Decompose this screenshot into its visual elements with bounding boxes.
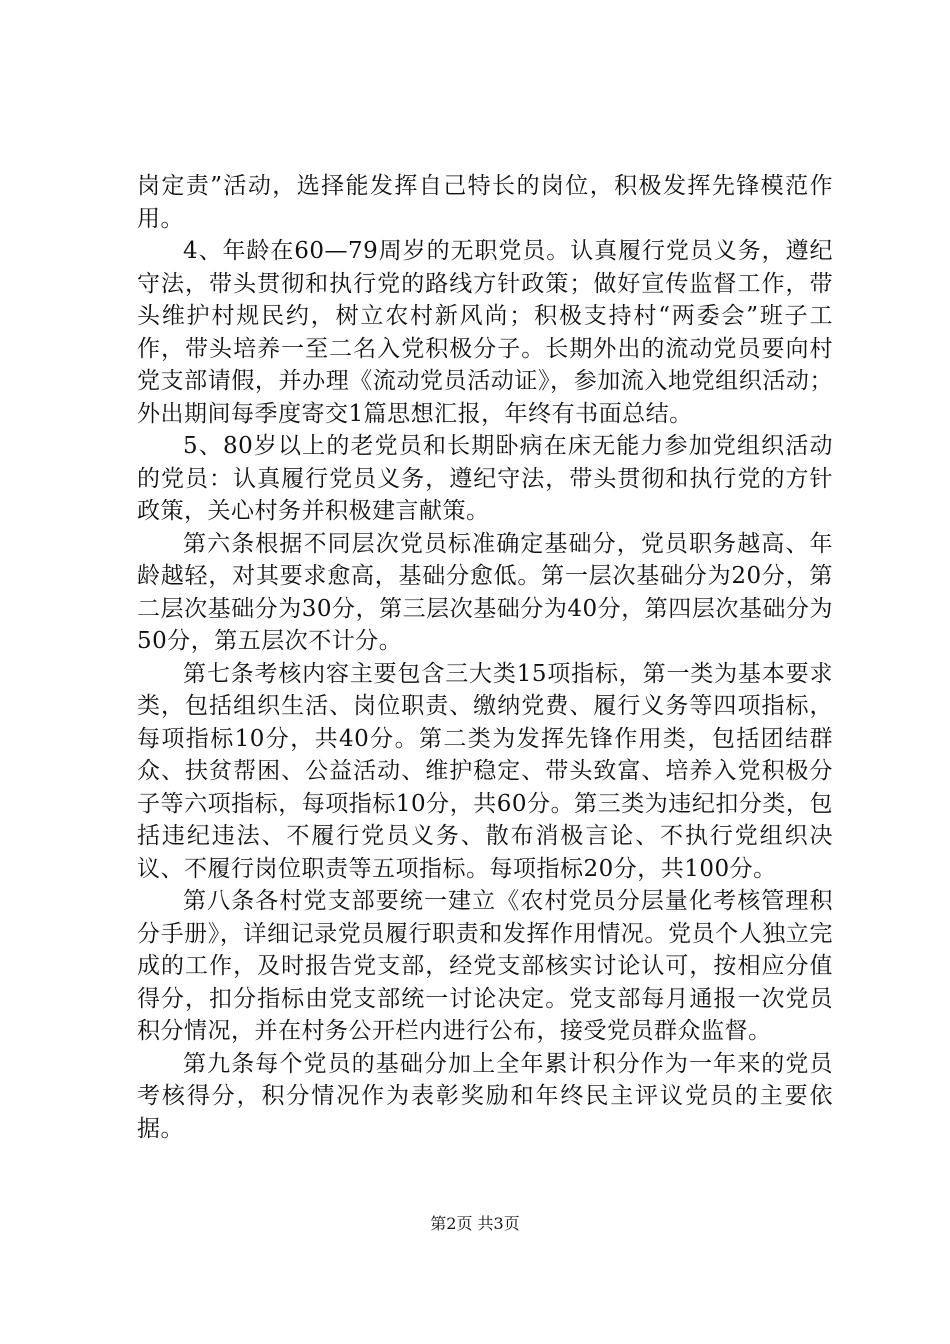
- page-number-footer: 第2页 共3页: [430, 1214, 520, 1233]
- paragraph-item-5: 5、80岁以上的老党员和长期卧病在床无能力参加党组织活动的党员：认真履行党员义务，遵纪守法，带头贯彻和执行党的方针政策，关心村务并积极建言献策。: [137, 433, 833, 524]
- paragraph-article-8: 第八条各村党支部要统一建立《农村党员分层量化考核管理积分手册》，详细记录党员履行职责和发挥作用情况。党员个人独立完成的工作，及时报告党支部，经党支部核实讨论认可，按相应分值得分，扣分指标由党支部统一讨论决定。党支部每月通报一次党员积分情况，并在村务公开栏内进行公布，接受党员群众监督。: [137, 888, 833, 1044]
- paragraph-article-7: 第七条考核内容主要包含三大类15项指标，第一类为基本要求类，包括组织生活、岗位职责、缴纳党费、履行义务等四项指标，每项指标10分，共40分。第二类为发挥先锋作用类，包括团结群众、扶贫帮困、公益活动、维护稳定、带头致富、培养入党积极分子等六项指标，每项指标10分，共60分。第三类为违纪扣分类，包括违纪违法、不履行党员义务、散布消极言论、不执行党组织决议、不履行岗位职责等五项指标。每项指标20分，共100分。: [137, 660, 833, 882]
- document-body: [137, 170, 833, 1145]
- paragraph-continuation: 岗定责”活动，选择能发挥自己特长的岗位，积极发挥先锋模范作用。: [137, 173, 833, 232]
- paragraph-article-6: 第六条根据不同层次党员标准确定基础分，党员职务越高、年龄越轻，对其要求愈高，基础分愈低。第一层次基础分为20分，第二层次基础分为30分，第三层次基础分为40分，第四层次基础分为50分，第五层次不计分。: [137, 530, 833, 654]
- paragraph-item-4: 4、年龄在60—79周岁的无职党员。认真履行党员义务，遵纪守法，带头贯彻和执行党的路线方针政策；做好宣传监督工作，带头维护村规民约，树立农村新风尚；积极支持村“两委会”班子工作，带头培养一至二名入党积极分子。长期外出的流动党员要向村党支部请假，并办理《流动党员活动证》，参加流入地党组织活动；外出期间每季度寄交1篇思想汇报，年终有书面总结。: [137, 238, 833, 427]
- paragraph-article-9: 第九条每个党员的基础分加上全年累计积分作为一年来的党员考核得分，积分情况作为表彰奖励和年终民主评议党员的主要依据。: [137, 1050, 833, 1142]
